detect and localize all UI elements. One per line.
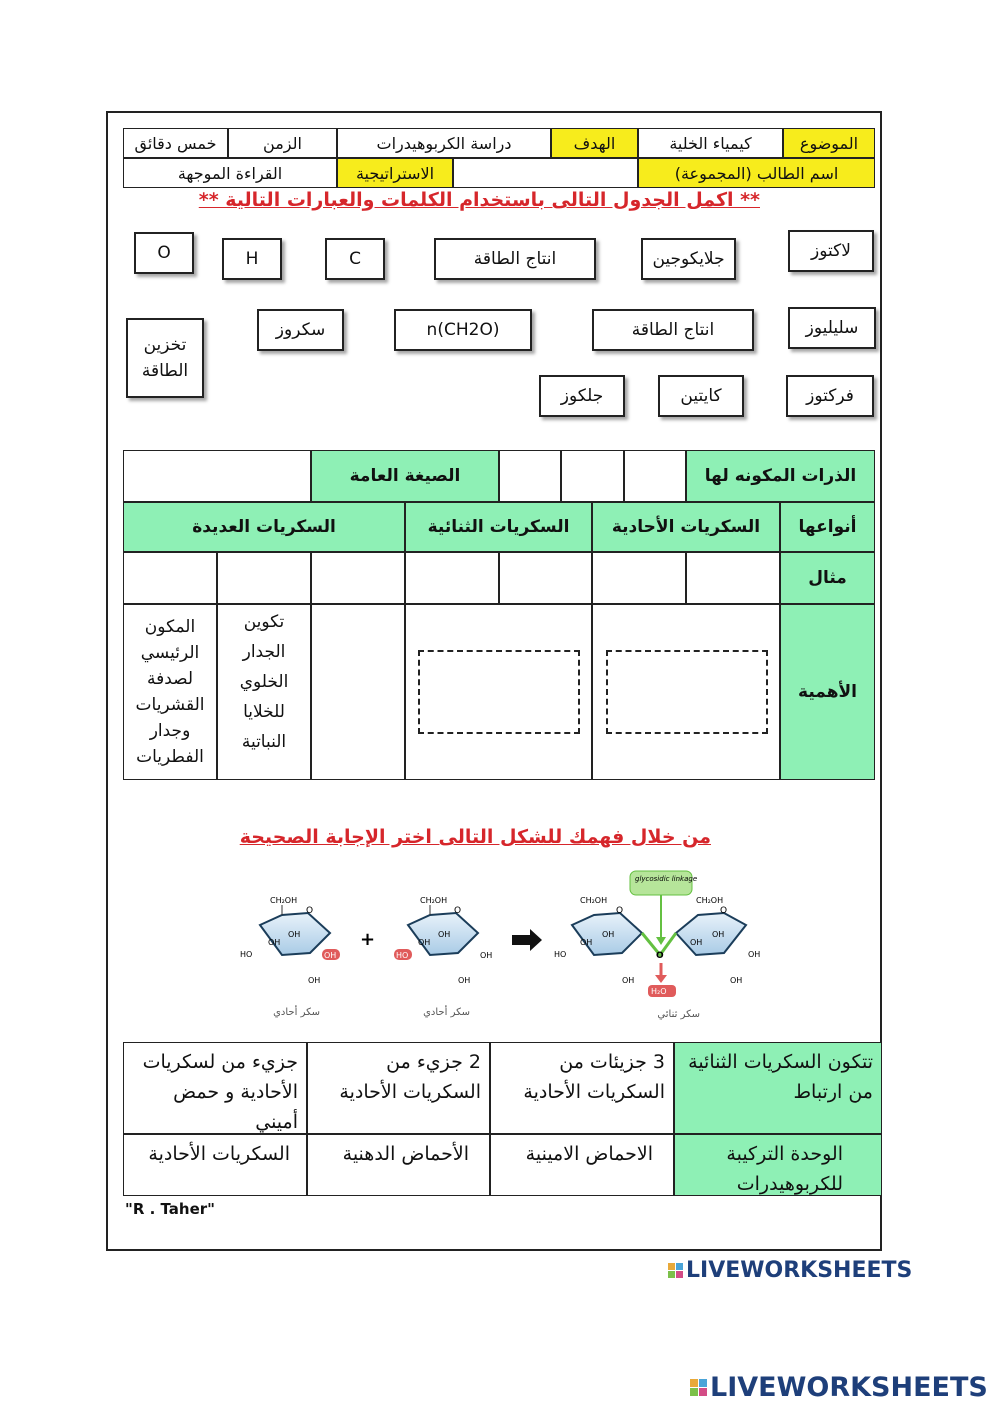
- ch2oh-label-1: CH₂OH: [270, 896, 298, 905]
- word-fructose[interactable]: فركتوز: [786, 375, 874, 417]
- polysaccharides-label: السكريات العديدة: [123, 502, 405, 552]
- time-label: الزمن: [228, 128, 337, 158]
- oh-1c: OH: [308, 976, 321, 985]
- goal-value: دراسة الكربوهيدرات: [337, 128, 551, 158]
- question-1: تتكون السكريات الثنائية من ارتباط: [674, 1042, 882, 1134]
- word-cellulose[interactable]: سليليوز: [788, 307, 876, 349]
- example-poly-2[interactable]: [217, 552, 311, 604]
- brand-logo-1: [668, 1258, 912, 1283]
- atom-answer-1[interactable]: [624, 450, 686, 502]
- plus-sign: +: [360, 929, 376, 950]
- oh-2a: OH: [418, 938, 431, 947]
- example-mono-2[interactable]: [592, 552, 686, 604]
- monosaccharide-1: [240, 896, 340, 985]
- formula-label: الصيغة العامة: [311, 450, 499, 502]
- example-di-2[interactable]: [405, 552, 499, 604]
- time-value: خمس دقائق: [123, 128, 228, 158]
- importance-poly-blank[interactable]: [311, 604, 405, 780]
- ring-o-1: O: [306, 906, 314, 916]
- example-di-1[interactable]: [499, 552, 592, 604]
- importance-poly-chitin: المكون الرئيسي لصدفة القشريات وجدار الفطريات: [123, 604, 217, 780]
- word-energy-production-2[interactable]: انتاج الطاقة: [592, 309, 754, 351]
- brand-name-1: LIVEWORKSHEETS: [686, 1258, 913, 1283]
- section2-title: من خلال فهمك للشكل التالى اختر الإجابة الصحيحة: [239, 826, 711, 848]
- author-signature: "R . Taher": [125, 1200, 215, 1218]
- subject-label: الموضوع: [783, 128, 875, 158]
- section1-title: ** اكمل الجدول التالى باستخدام الكلمات والعبارات التالية **: [198, 189, 760, 211]
- oh-2c: OH: [458, 976, 471, 985]
- ho-3: HO: [554, 950, 567, 959]
- caption-mono-1: سكر أحادي: [273, 1007, 320, 1018]
- oh-3a: OH: [580, 938, 593, 947]
- word-carbon[interactable]: C: [325, 238, 385, 280]
- example-poly-3[interactable]: [123, 552, 217, 604]
- q2-option-a[interactable]: الاحماض الامينية: [490, 1134, 674, 1196]
- word-glucose[interactable]: جلكوز: [539, 375, 625, 417]
- example-poly-1[interactable]: [311, 552, 405, 604]
- disaccharides-label: السكريات الثنائية: [405, 502, 592, 552]
- word-energy-storage[interactable]: تخزين الطاقة: [126, 318, 204, 398]
- oh-4b: OH: [712, 930, 725, 939]
- importance-label: الأهمية: [780, 604, 875, 780]
- ch2oh-label-4: CH₂OH: [696, 896, 724, 905]
- oh-3b: OH: [602, 930, 615, 939]
- importance-poly-cellwall: تكوين الجدار الخلوي للخلايا النباتية: [217, 604, 311, 780]
- example-mono-1[interactable]: [686, 552, 780, 604]
- ring-o-3: O: [616, 906, 624, 916]
- word-oxygen[interactable]: O: [134, 232, 194, 274]
- ho-2-reactive: HO: [396, 951, 409, 960]
- brand-logo-2: [690, 1372, 988, 1403]
- disaccharide: [554, 871, 760, 997]
- student-label: اسم الطالب (المجموعة): [638, 158, 875, 188]
- goal-label: الهدف: [551, 128, 638, 158]
- ring-o-4: O: [720, 906, 728, 916]
- importance-di-cell: [405, 604, 592, 780]
- water-label: H₂O: [651, 987, 667, 996]
- oh-1b: OH: [288, 930, 301, 939]
- brand-mark-icon: [668, 1263, 683, 1278]
- word-energy-production-1[interactable]: انتاج الطاقة: [434, 238, 596, 280]
- word-hydrogen[interactable]: H: [222, 238, 282, 280]
- example-label: مثال: [780, 552, 875, 604]
- word-lactose[interactable]: لاكتوز: [788, 230, 874, 272]
- caption-mono-2: سكر أحادي: [423, 1007, 470, 1018]
- oh-4d: OH: [748, 950, 761, 959]
- question-2: الوحدة التركيبة للكربوهيدرات: [674, 1134, 882, 1196]
- word-general-formula[interactable]: (CH2O)n: [394, 309, 532, 351]
- importance-mono-cell: [592, 604, 780, 780]
- monosaccharides-label: السكريات الأحادية: [592, 502, 780, 552]
- ho-1: HO: [240, 950, 253, 959]
- q1-option-b[interactable]: 2 جزيء من السكريات الأحادية: [307, 1042, 490, 1134]
- ch2oh-label-3: CH₂OH: [580, 896, 608, 905]
- oh-4c: OH: [730, 976, 743, 985]
- strategy-label: الاستراتيجية: [337, 158, 453, 188]
- oh-3c: OH: [622, 976, 635, 985]
- oh-1-reactive: OH: [324, 951, 337, 960]
- q2-option-b[interactable]: الأحماض الدهنية: [307, 1134, 490, 1196]
- ring-o-2: O: [454, 906, 462, 916]
- oh-4a: OH: [690, 938, 703, 947]
- brand-mark-icon: [690, 1379, 707, 1396]
- subject-value: كيمياء الخلية: [638, 128, 783, 158]
- importance-mono-dropzone[interactable]: [606, 650, 768, 734]
- brand-name-2: LIVEWORKSHEETS: [710, 1372, 988, 1403]
- word-glycogen[interactable]: جلايكوجين: [641, 238, 736, 280]
- oh-2d: OH: [480, 951, 493, 960]
- caption-di: سكر ثنائي: [657, 1009, 700, 1020]
- reaction-arrow-icon: [512, 929, 542, 951]
- formula-answer[interactable]: [123, 450, 311, 502]
- glycosidic-bond-diagram: [230, 865, 780, 1025]
- importance-di-dropzone[interactable]: [418, 650, 580, 734]
- ch2oh-label-2: CH₂OH: [420, 896, 448, 905]
- linking-oxygen: O: [656, 951, 664, 961]
- monosaccharide-2: [394, 896, 492, 985]
- q1-option-a[interactable]: 3 جزيئات من السكريات الأحادية: [490, 1042, 674, 1134]
- student-value-field[interactable]: [453, 158, 638, 188]
- q1-option-c[interactable]: جزيء من لسكريات الأحادية و حمض أميني: [123, 1042, 307, 1134]
- atom-answer-2[interactable]: [561, 450, 624, 502]
- oh-1a: OH: [268, 938, 281, 947]
- glycosidic-label: glycosidic linkage: [635, 875, 698, 883]
- types-label: أنواعها: [780, 502, 875, 552]
- word-sucrose[interactable]: سكروز: [257, 309, 344, 351]
- word-chitin[interactable]: كايتين: [658, 375, 744, 417]
- q2-option-c[interactable]: السكريات الأحادية: [123, 1134, 307, 1196]
- strategy-value: القراءة الموجهة: [123, 158, 337, 188]
- oh-2b: OH: [438, 930, 451, 939]
- atom-answer-3[interactable]: [499, 450, 561, 502]
- atoms-label: الذرات المكونه لها: [686, 450, 875, 502]
